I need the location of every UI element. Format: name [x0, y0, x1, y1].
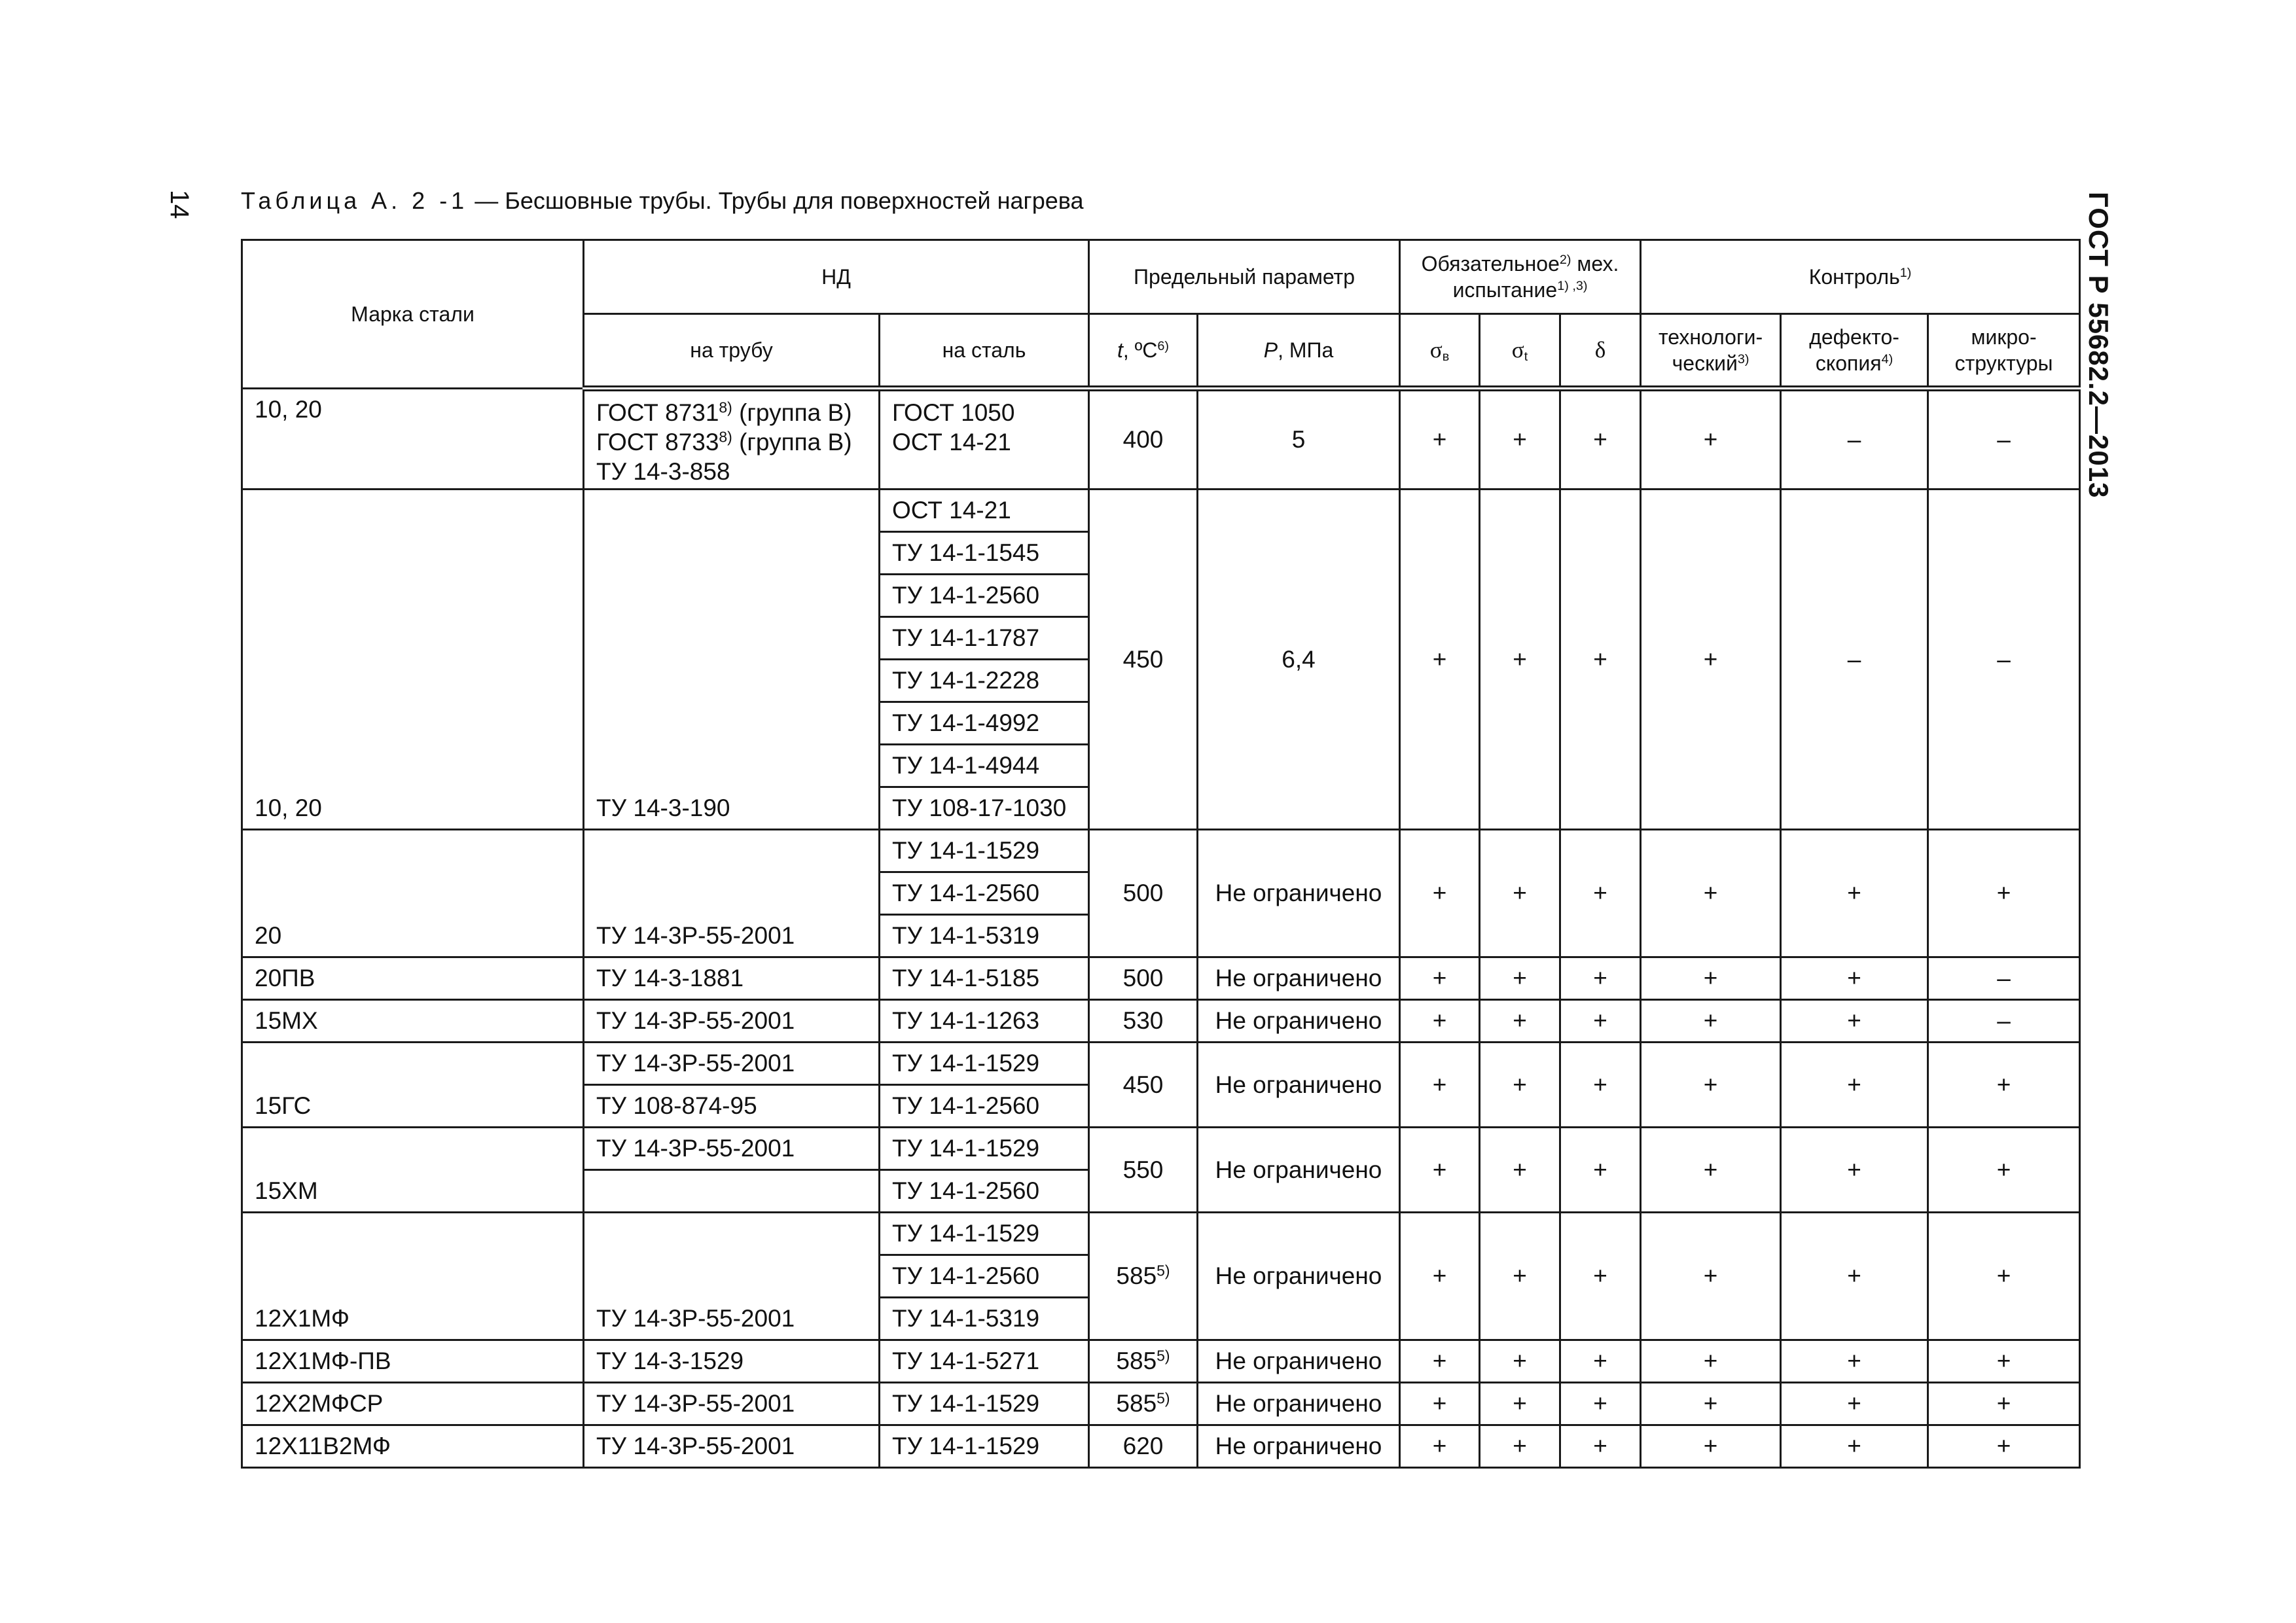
cell-defectoscopy: – — [1781, 389, 1928, 490]
cell-grade: 20ПВ — [242, 957, 584, 1000]
table-row — [242, 1340, 2080, 1383]
header-pressure: P, МПа — [1198, 314, 1400, 389]
cell-microstructure: + — [1928, 1425, 2080, 1468]
cell-pressure: Не ограничено — [1198, 1213, 1400, 1340]
cell-temperature: 450 — [1089, 1043, 1198, 1128]
cell-nd-steel: ТУ 14-1-1529 — [880, 830, 1089, 872]
cell-sigma-b: + — [1400, 389, 1480, 490]
cell-nd-steel: ТУ 108-17-1030 — [880, 787, 1089, 830]
cell-microstructure: – — [1928, 1000, 2080, 1043]
cell-sigma-t: + — [1480, 1340, 1560, 1383]
cell-nd-pipe: ТУ 14-3Р-55-2001 — [584, 1000, 880, 1043]
table-row — [242, 1128, 2080, 1170]
cell-sigma-t: + — [1480, 1383, 1560, 1425]
table-row — [242, 389, 2080, 490]
steel-pipe-table — [241, 239, 2081, 1469]
cell-delta: + — [1560, 1128, 1641, 1213]
cell-delta: + — [1560, 1425, 1641, 1468]
cell-delta: + — [1560, 1043, 1641, 1128]
cell-sigma-b: + — [1400, 1425, 1480, 1468]
cell-defectoscopy: + — [1781, 830, 1928, 957]
cell-microstructure: + — [1928, 830, 2080, 957]
cell-nd-steel: ТУ 14-1-5185 — [880, 957, 1089, 1000]
cell-nd-steel: ТУ 14-1-2560 — [880, 1170, 1089, 1213]
header-control: Контроль$^{1)}$ — [1641, 240, 2080, 314]
cell-defectoscopy: – — [1781, 490, 1928, 830]
cell-defectoscopy: + — [1781, 1128, 1928, 1213]
cell-nd-steel: ТУ 14-1-2560 — [880, 872, 1089, 915]
cell-sigma-t: + — [1480, 1128, 1560, 1213]
cell-nd-steel: ТУ 14-1-1263 — [880, 1000, 1089, 1043]
cell-temperature: 620 — [1089, 1425, 1198, 1468]
cell-microstructure: – — [1928, 490, 2080, 830]
cell-grade: 10, 20 — [242, 490, 584, 830]
cell-technological: + — [1641, 490, 1781, 830]
cell-temperature: 550 — [1089, 1128, 1198, 1213]
cell-nd-pipe: ТУ 14-3-190 — [584, 490, 880, 830]
cell-grade: 12Х1МФ-ПВ — [242, 1340, 584, 1383]
cell-grade: 15ХМ — [242, 1128, 584, 1213]
cell-sigma-b: + — [1400, 1213, 1480, 1340]
running-head: ГОСТ Р 55682.2—2013 — [2083, 192, 2114, 499]
cell-nd-steel: ТУ 14-1-2560 — [880, 575, 1089, 617]
cell-temperature: 585$^{5)}$ — [1089, 1340, 1198, 1383]
header-limit-param: Предельный параметр — [1089, 240, 1400, 314]
cell-nd-pipe: ТУ 14-3-1881 — [584, 957, 880, 1000]
cell-nd-pipe — [584, 1170, 880, 1213]
cell-nd-steel: ТУ 14-1-5271 — [880, 1340, 1089, 1383]
cell-delta: + — [1560, 1383, 1641, 1425]
table-caption-text: — Бесшовные трубы. Трубы для поверхностей нагрева — [468, 187, 1084, 214]
cell-grade: 15ГС — [242, 1043, 584, 1128]
cell-nd-steel: ГОСТ 1050 ОСТ 14-21 — [880, 389, 1089, 490]
cell-nd-steel: ТУ 14-1-2560 — [880, 1255, 1089, 1298]
cell-pressure: Не ограничено — [1198, 1000, 1400, 1043]
cell-defectoscopy: + — [1781, 1000, 1928, 1043]
cell-sigma-t: + — [1480, 830, 1560, 957]
cell-microstructure: + — [1928, 1213, 2080, 1340]
cell-delta: + — [1560, 830, 1641, 957]
cell-grade: 12Х2МФСР — [242, 1383, 584, 1425]
cell-delta: + — [1560, 389, 1641, 490]
cell-pressure: Не ограничено — [1198, 1128, 1400, 1213]
cell-nd-steel: ТУ 14-1-1545 — [880, 532, 1089, 575]
table-row — [242, 1000, 2080, 1043]
header-steel-grade: Марка стали — [242, 240, 584, 389]
cell-temperature: 500 — [1089, 830, 1198, 957]
cell-pressure: 6,4 — [1198, 490, 1400, 830]
table-row — [242, 1425, 2080, 1468]
cell-microstructure: + — [1928, 1128, 2080, 1213]
header-nd-pipe: на трубу — [584, 314, 880, 389]
cell-sigma-b: + — [1400, 830, 1480, 957]
cell-nd-steel: ТУ 14-1-4944 — [880, 745, 1089, 787]
table-row — [242, 490, 2080, 532]
cell-microstructure: + — [1928, 1340, 2080, 1383]
page-number: 14 — [165, 190, 194, 219]
cell-nd-steel: ОСТ 14-21 — [880, 490, 1089, 532]
cell-sigma-b: + — [1400, 1000, 1480, 1043]
cell-sigma-b: + — [1400, 1128, 1480, 1213]
cell-technological: + — [1641, 1213, 1781, 1340]
header-technological: технологи- ческий$^{3)}$ — [1641, 314, 1781, 389]
cell-grade: 20 — [242, 830, 584, 957]
cell-nd-pipe: ГОСТ 8731$^{8)}$ (группа В) ГОСТ 8733$^{8)}$ (группа В) ТУ 14-3-858 — [584, 389, 880, 490]
cell-microstructure: + — [1928, 1383, 2080, 1425]
cell-microstructure: + — [1928, 1043, 2080, 1128]
cell-grade: 12Х1МФ — [242, 1213, 584, 1340]
cell-technological: + — [1641, 1128, 1781, 1213]
cell-sigma-t: + — [1480, 1213, 1560, 1340]
cell-technological: + — [1641, 830, 1781, 957]
table-row — [242, 1383, 2080, 1425]
table-row — [242, 1213, 2080, 1255]
cell-technological: + — [1641, 1425, 1781, 1468]
cell-defectoscopy: + — [1781, 1043, 1928, 1128]
cell-sigma-t: + — [1480, 1043, 1560, 1128]
cell-temperature: 400 — [1089, 389, 1198, 490]
header-mech-test: Обязательное$^{2)}$ мех. испытание$^{1) ,3)}$ — [1400, 240, 1641, 314]
cell-sigma-b: + — [1400, 1340, 1480, 1383]
cell-nd-steel: ТУ 14-1-1529 — [880, 1128, 1089, 1170]
cell-defectoscopy: + — [1781, 1340, 1928, 1383]
cell-pressure: Не ограничено — [1198, 1043, 1400, 1128]
cell-technological: + — [1641, 1383, 1781, 1425]
cell-pressure: Не ограничено — [1198, 957, 1400, 1000]
table-row — [242, 830, 2080, 872]
cell-defectoscopy: + — [1781, 957, 1928, 1000]
cell-nd-steel: ТУ 14-1-1529 — [880, 1213, 1089, 1255]
cell-nd-pipe: ТУ 108-874-95 — [584, 1085, 880, 1128]
cell-temperature: 530 — [1089, 1000, 1198, 1043]
cell-grade: 10, 20 — [242, 389, 584, 490]
header-nd: НД — [584, 240, 1089, 314]
cell-sigma-t: + — [1480, 1000, 1560, 1043]
header-microstructure: микро- структуры — [1928, 314, 2080, 389]
cell-pressure: Не ограничено — [1198, 1340, 1400, 1383]
cell-sigma-t: + — [1480, 957, 1560, 1000]
table-row — [242, 957, 2080, 1000]
cell-sigma-b: + — [1400, 1043, 1480, 1128]
header-sigma-b: $\sigma_в$ — [1400, 314, 1480, 389]
cell-temperature: 585$^{5)}$ — [1089, 1213, 1198, 1340]
header-nd-steel: на сталь — [880, 314, 1089, 389]
cell-nd-pipe: ТУ 14-3Р-55-2001 — [584, 830, 880, 957]
header-delta: δ — [1560, 314, 1641, 389]
cell-temperature: 450 — [1089, 490, 1198, 830]
cell-nd-steel: ТУ 14-1-1529 — [880, 1383, 1089, 1425]
cell-technological: + — [1641, 957, 1781, 1000]
cell-microstructure: – — [1928, 389, 2080, 490]
cell-nd-pipe: ТУ 14-3Р-55-2001 — [584, 1383, 880, 1425]
header-defectoscopy: дефекто- скопия$^{4)}$ — [1781, 314, 1928, 389]
cell-nd-steel: ТУ 14-1-1529 — [880, 1425, 1089, 1468]
cell-nd-pipe: ТУ 14-3-1529 — [584, 1340, 880, 1383]
cell-nd-steel: ТУ 14-1-5319 — [880, 1298, 1089, 1340]
cell-pressure: Не ограничено — [1198, 1383, 1400, 1425]
cell-nd-steel: ТУ 14-1-5319 — [880, 915, 1089, 957]
header-sigma-t: $\sigma_t$ — [1480, 314, 1560, 389]
cell-nd-pipe: ТУ 14-3Р-55-2001 — [584, 1128, 880, 1170]
cell-sigma-b: + — [1400, 1383, 1480, 1425]
cell-nd-pipe: ТУ 14-3Р-55-2001 — [584, 1425, 880, 1468]
cell-sigma-t: + — [1480, 389, 1560, 490]
cell-temperature: 585$^{5)}$ — [1089, 1383, 1198, 1425]
cell-delta: + — [1560, 490, 1641, 830]
cell-defectoscopy: + — [1781, 1213, 1928, 1340]
cell-nd-steel: ТУ 14-1-1529 — [880, 1043, 1089, 1085]
cell-sigma-b: + — [1400, 490, 1480, 830]
cell-nd-pipe: ТУ 14-3Р-55-2001 — [584, 1213, 880, 1340]
cell-delta: + — [1560, 1340, 1641, 1383]
cell-defectoscopy: + — [1781, 1425, 1928, 1468]
cell-pressure: 5 — [1198, 389, 1400, 490]
table-row — [242, 1043, 2080, 1085]
cell-sigma-b: + — [1400, 957, 1480, 1000]
cell-technological: + — [1641, 1340, 1781, 1383]
cell-nd-steel: ТУ 14-1-2228 — [880, 660, 1089, 702]
cell-nd-pipe: ТУ 14-3Р-55-2001 — [584, 1043, 880, 1085]
cell-pressure: Не ограничено — [1198, 830, 1400, 957]
cell-defectoscopy: + — [1781, 1383, 1928, 1425]
cell-delta: + — [1560, 957, 1641, 1000]
cell-delta: + — [1560, 1000, 1641, 1043]
cell-technological: + — [1641, 389, 1781, 490]
cell-delta: + — [1560, 1213, 1641, 1340]
cell-nd-steel: ТУ 14-1-1787 — [880, 617, 1089, 660]
cell-grade: 15МХ — [242, 1000, 584, 1043]
table-caption-label: Таблица А. 2 -1 — [241, 187, 469, 214]
header-temperature: t, ºС$^{6)}$ — [1089, 314, 1198, 389]
cell-microstructure: – — [1928, 957, 2080, 1000]
cell-sigma-t: + — [1480, 490, 1560, 830]
cell-temperature: 500 — [1089, 957, 1198, 1000]
cell-technological: + — [1641, 1043, 1781, 1128]
cell-nd-steel: ТУ 14-1-2560 — [880, 1085, 1089, 1128]
cell-technological: + — [1641, 1000, 1781, 1043]
cell-grade: 12Х11В2МФ — [242, 1425, 584, 1468]
table-caption — [241, 187, 1083, 215]
cell-sigma-t: + — [1480, 1425, 1560, 1468]
cell-nd-steel: ТУ 14-1-4992 — [880, 702, 1089, 745]
cell-pressure: Не ограничено — [1198, 1425, 1400, 1468]
